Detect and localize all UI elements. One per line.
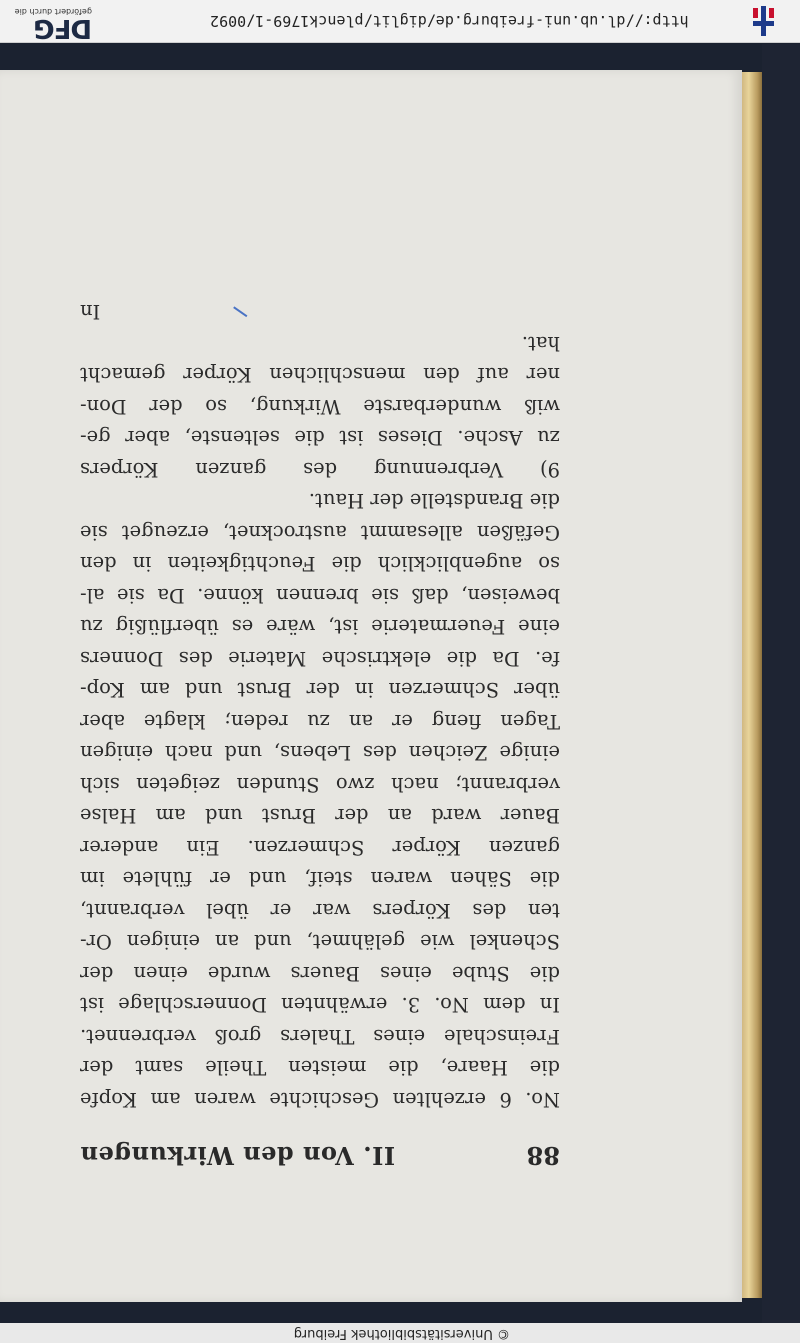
text-line: einige Zeichen des Lebens, und nach einigen (80, 741, 560, 765)
text-line: über Schmerzen in der Brust und am Kop- (80, 678, 560, 702)
copyright-notice: © Universitätsbibliothek Freiburg (293, 1326, 510, 1341)
text-line: 9) Verbrennung des ganzen Körpers (80, 458, 560, 481)
source-url[interactable]: http://dl.ub.uni-freiburg.de/diglit/plenck1769-1/0092 (210, 12, 689, 30)
text-line: Bauer ward an der Brust und am Halse (80, 804, 560, 828)
text-line: In dem No. 3. erwähnten Donnerschlage ist (80, 993, 560, 1017)
text-line: fe. Da die elektrische Materie des Donners (80, 647, 560, 670)
book-cover-edge (762, 44, 800, 1324)
text-line: No. 6 erzehlten Geschichte waren am Kopfe (80, 1088, 560, 1111)
dfg-logo (12, 2, 92, 43)
ub-freiburg-logo (742, 2, 782, 40)
bottom-banner (0, 1323, 800, 1343)
text-line: Freinschale eines Thalers groß verbrennet. (80, 1025, 560, 1048)
text-line: Gefäßen allesammt austrocknet, erzeuget sie (80, 521, 560, 544)
text-line: die Stube eines Bauers wurde einen der (80, 962, 560, 985)
text-line: eine Feuermaterie ist, wäre es überflüßig zu (80, 615, 560, 639)
page-text-block (80, 260, 560, 1170)
catchword: In (80, 300, 101, 324)
text-line: ganzen Körper Schmerzen. Ein anderer (80, 836, 560, 859)
text-line: Tagen fieng er an zu reden; klagte aber (80, 710, 560, 733)
page-edge (740, 72, 762, 1298)
dfg-logo-sub: gefördert durch die (14, 7, 92, 16)
text-line: die Brandstelle der Haut. (308, 489, 560, 513)
body-text (80, 328, 560, 1116)
running-head (80, 1141, 560, 1170)
text-line: Schenkel wie gelähmet, und an einigen Or- (80, 930, 560, 954)
running-title: II. Von den Wirkungen (80, 1141, 396, 1170)
text-line: so augenblicklich die Feuchtigkeiten in den (80, 552, 560, 576)
text-line: hat. (521, 332, 560, 355)
dfg-logo-mark: DFG (34, 13, 92, 43)
text-line: wiß wunderbarste Wirkung, so der Don- (80, 395, 560, 418)
text-line: zu Asche. Dieses ist die seltenste, aber ge- (80, 426, 560, 450)
top-banner (0, 0, 800, 43)
text-line: die Sähen waren steif, und er fühlete im (80, 867, 560, 891)
text-line: beweisen, daß sie brennen könne. Da sie al- (80, 584, 560, 607)
page-number: 88 (526, 1141, 560, 1170)
text-line: verbrannt; nach zwo Stunden zeigeten sich (80, 773, 560, 796)
text-line: die Haare, die meisten Theile samt der (80, 1056, 560, 1080)
text-line: ten des Körpers war er übel verbrannt, (80, 899, 560, 922)
text-line: ner auf den menschlichen Körper gemacht (80, 363, 560, 387)
